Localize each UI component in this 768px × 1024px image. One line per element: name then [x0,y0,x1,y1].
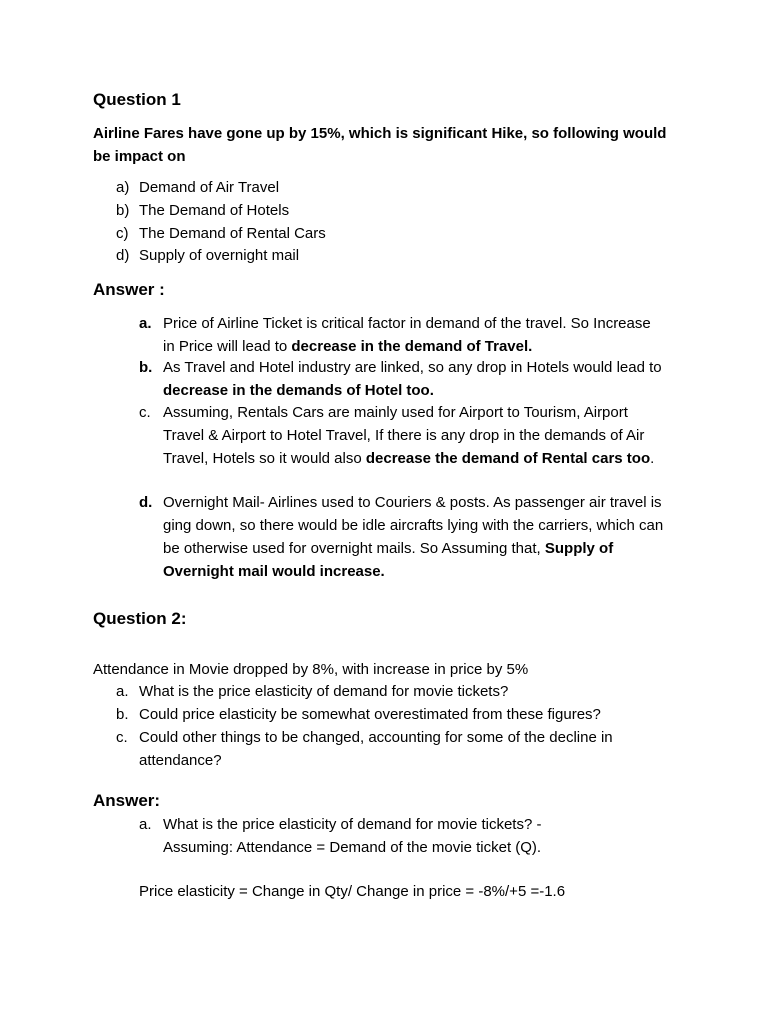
answer-text: Assuming, Rentals Cars are mainly used for Airport to Tourism, Airport Travel & Airport to Hotel Travel, If there is any drop in the demands of Air Travel, Hotels so it would also [163,404,645,467]
list-item-label: b. [139,359,153,376]
list-item-text: What is the price elasticity of demand for movie tickets? [139,683,509,700]
answer-bold-text: Supply of Overnight mail would increase. [163,540,614,580]
list-item-text [163,401,665,470]
list-item-text: Could other things to be changed, accounting for some of the decline in attendance? [139,729,613,769]
answer-trailing-text: . [650,450,655,467]
list-item-label: a. [139,816,152,833]
list-item-label: c) [116,225,129,242]
question-1-prompt: Airline Fares have gone up by 15%, which is significant Hike, so following would be impact on [93,125,667,165]
list-item-label: a) [116,179,130,196]
list-item-label: a. [116,683,129,700]
list-item-text: The Demand of Hotels [139,202,290,219]
list-item-text: What is the price elasticity of demand for movie tickets? - Assuming: Attendance = Demand of the movie ticket (Q). [163,816,542,856]
list-item-label: a. [139,315,152,332]
question-1-heading: Question 1 [93,90,181,109]
answer-1-heading: Answer : [93,280,165,299]
answer-text: Price of Airline Ticket is critical factor in demand of the travel. So Increase in Price will lead to [163,315,651,355]
list-item-label: c. [116,729,128,746]
list-item-label: d) [116,247,130,264]
list-item-text [163,491,665,583]
list-item-label: b) [116,202,130,219]
question-2-heading: Question 2: [93,609,187,628]
answer-text: As Travel and Hotel industry are linked, so any drop in Hotels would lead to [163,359,662,376]
list-item-text: Demand of Air Travel [139,179,280,196]
answer-text: Overnight Mail- Airlines used to Couriers & posts. As passenger air travel is ging down, so there would be idle aircrafts lying with the carriers, which can be otherwise used for overnight mails. So Assuming that, [163,494,664,557]
answer-2-heading: Answer: [93,791,161,810]
elasticity-formula: Price elasticity = Change in Qty/ Change in price = -8%/+5 =-1.6 [139,883,566,900]
list-item-text: Supply of overnight mail [139,247,300,264]
list-item-label: d. [139,494,153,511]
list-item-text: Could price elasticity be somewhat overestimated from these figures? [139,706,601,723]
list-item-label: b. [116,706,129,723]
question-2-prompt: Attendance in Movie dropped by 8%, with increase in price by 5% [93,661,529,678]
answer-bold-text: decrease in the demand of Travel. [291,338,533,355]
list-item-text [163,312,665,358]
list-item-text [163,356,665,402]
list-item-text: The Demand of Rental Cars [139,225,326,242]
list-item-label: c. [139,404,151,421]
answer-bold-text: decrease the demand of Rental cars too [365,450,651,467]
answer-bold-text: decrease in the demands of Hotel too. [163,382,434,399]
